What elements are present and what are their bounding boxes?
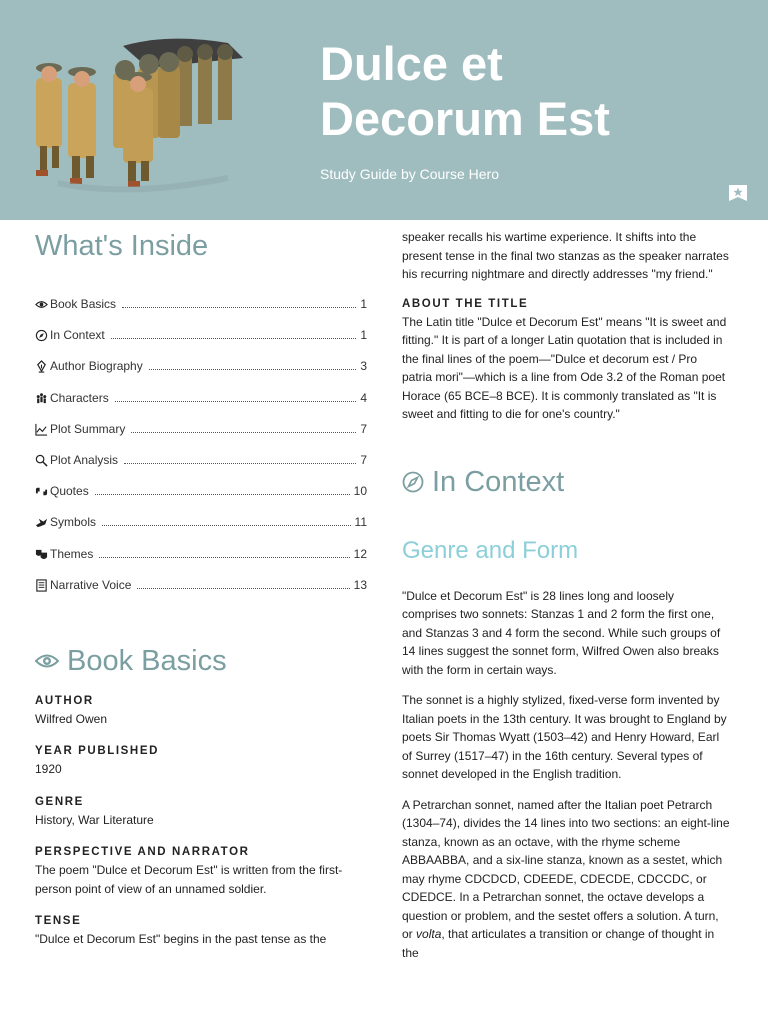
toc-item-author-biography[interactable] xyxy=(35,359,367,390)
guide-subtitle: Study Guide by Course Hero xyxy=(320,166,499,182)
toc-item-symbols[interactable] xyxy=(35,515,367,546)
author-fact xyxy=(35,695,367,729)
toc-page: 1 xyxy=(360,328,367,343)
document-icon xyxy=(35,579,48,592)
quote-icon xyxy=(35,485,48,498)
whats-inside-heading: What's Inside xyxy=(35,230,209,262)
toc-leader xyxy=(131,422,356,433)
toc-leader xyxy=(149,359,357,370)
author-label: AUTHOR xyxy=(35,694,94,707)
toc-item-in-context[interactable] xyxy=(35,328,367,359)
eye-icon xyxy=(35,298,48,311)
bookmark-star-icon xyxy=(728,183,748,203)
genre-label: GENRE xyxy=(35,795,84,808)
toc-leader xyxy=(99,547,349,558)
left-column xyxy=(35,228,367,949)
chart-icon xyxy=(35,423,48,436)
genre-paragraph-2: The sonnet is a highly stylized, fixed-verse form invented by Italian poets in the 13th century. It was brought to England by poets Sir Thomas Wyatt (1503–42) and Henry Howard, Earl of Surrey (1517–47) in the 16th century. Several types of sonnet developed in the English tradition. xyxy=(402,693,727,781)
toc-item-book-basics[interactable] xyxy=(35,297,367,328)
marching-soldiers-illustration xyxy=(28,28,258,193)
toc-page: 10 xyxy=(353,484,367,499)
toc-label: Book Basics xyxy=(50,297,117,311)
guide-title xyxy=(320,36,610,146)
toc-page: 1 xyxy=(360,297,367,311)
toc-page: 7 xyxy=(360,452,367,467)
genre-paragraph-1: "Dulce et Decorum Est" is 28 lines long and loosely comprises two sonnets: Stanzas 1 and 2 form the first one, and Stanzas 3 and 4 form the second. While such groups of 14 lines suggest the sonnet form, Wilfred Owen also breaks with the form in certain ways. xyxy=(402,588,721,677)
toc-item-quotes[interactable] xyxy=(35,484,367,515)
volta-term: volta xyxy=(416,927,442,941)
masks-icon xyxy=(35,548,48,561)
right-column xyxy=(402,228,730,962)
toc-label: In Context xyxy=(50,328,105,343)
toc-label: Symbols xyxy=(50,515,97,530)
tense-label: TENSE xyxy=(35,915,82,928)
about-title-text: The Latin title "Dulce et Decorum Est" means "It is sweet and fitting." It is part of a longer Latin quotation that is included in the final lines of the poem—"Dulce et decorum est / Pro patria mori"—which is a line from Ode 3.2 of the Roman poet Horace (65 BCE–8 BCE). It is commonly translated as "It is sweet and fitting to die for one's country." xyxy=(402,314,727,421)
toc-leader xyxy=(122,297,356,308)
toc-leader xyxy=(124,453,356,464)
toc-label: Quotes xyxy=(50,484,89,499)
toc-page: 11 xyxy=(354,515,367,530)
toc-label: Plot Summary xyxy=(50,421,126,436)
toc-page: 7 xyxy=(360,421,367,436)
toc-item-plot-analysis[interactable] xyxy=(35,453,367,484)
eye-icon xyxy=(35,653,59,669)
toc-page: 4 xyxy=(360,390,367,405)
toc-label: Author Biography xyxy=(50,359,143,374)
year-fact xyxy=(35,745,367,779)
perspective-value: The poem "Dulce et Decorum Est" is written from the first-person point of view of an unnamed soldier. xyxy=(35,863,343,896)
toc-item-characters[interactable] xyxy=(35,391,367,422)
in-context-title: In Context xyxy=(432,465,565,498)
compass-icon xyxy=(35,329,48,342)
toc-page: 3 xyxy=(360,359,367,374)
toc-page: 13 xyxy=(353,577,367,592)
toc-leader xyxy=(102,515,351,526)
genre-form-heading: Genre and Form xyxy=(402,536,579,564)
toc-leader xyxy=(95,484,350,495)
paragraph-3-part-b: , that articulates a transition or change of thought in the xyxy=(402,927,715,960)
toc-item-narrative-voice[interactable] xyxy=(35,578,367,609)
toc-item-plot-summary[interactable] xyxy=(35,422,367,453)
book-basics-title: Book Basics xyxy=(67,644,227,677)
about-title-label: ABOUT THE TITLE xyxy=(402,297,529,310)
quill-icon xyxy=(35,360,48,373)
perspective-fact xyxy=(35,846,367,898)
year-label: YEAR PUBLISHED xyxy=(35,745,159,758)
toc-leader xyxy=(111,328,357,339)
genre-paragraph-3 xyxy=(402,796,730,963)
genre-value: History, War Literature xyxy=(35,812,154,827)
author-value: Wilfred Owen xyxy=(35,711,108,726)
bird-icon xyxy=(35,516,48,529)
year-value: 1920 xyxy=(35,762,62,777)
header-banner xyxy=(0,0,768,220)
tense-fact xyxy=(35,915,367,949)
toc-page: 12 xyxy=(353,546,367,561)
toc-leader xyxy=(137,578,349,589)
toc-label: Characters xyxy=(50,390,109,405)
toc-label: Themes xyxy=(50,546,94,561)
title-line-1: Dulce et xyxy=(320,37,503,90)
toc-label: Narrative Voice xyxy=(50,577,132,592)
toc-label: Plot Analysis xyxy=(50,452,119,467)
in-context-heading xyxy=(402,466,730,499)
magnifier-icon xyxy=(35,454,48,467)
tense-value: "Dulce et Decorum Est" begins in the past tense as the xyxy=(35,932,327,947)
toc-leader xyxy=(115,391,357,402)
compass-icon xyxy=(402,471,424,493)
toc-item-themes[interactable] xyxy=(35,547,367,578)
book-basics-heading xyxy=(35,645,367,678)
paragraph-3-part-a: A Petrarchan sonnet, named after the Italian poet Petrarch (1304–74), divides the 14 lines into two sections: an eight-line stanza, known as an octave, with the rhyme scheme ABBAABBA, and a six-line stanza, known as a sestet, which may rhyme CDCDCD, CDEEDE, CDECDE, CDCCDC, or CDEDCE. In a Petrarchan sonnet, the octave develops a question or problem, and the sestet offers a solution. A turn, or xyxy=(402,797,730,941)
genre-fact xyxy=(35,796,367,830)
title-line-2: Decorum Est xyxy=(320,92,610,145)
perspective-label: PERSPECTIVE AND NARRATOR xyxy=(35,846,250,859)
people-icon xyxy=(35,392,48,405)
tense-continued: speaker recalls his wartime experience. It shifts into the present tense in the final two stanzas as the speaker narrates his recurring nightmare and directly addresses "my friend." xyxy=(402,230,729,281)
table-of-contents xyxy=(35,297,367,609)
